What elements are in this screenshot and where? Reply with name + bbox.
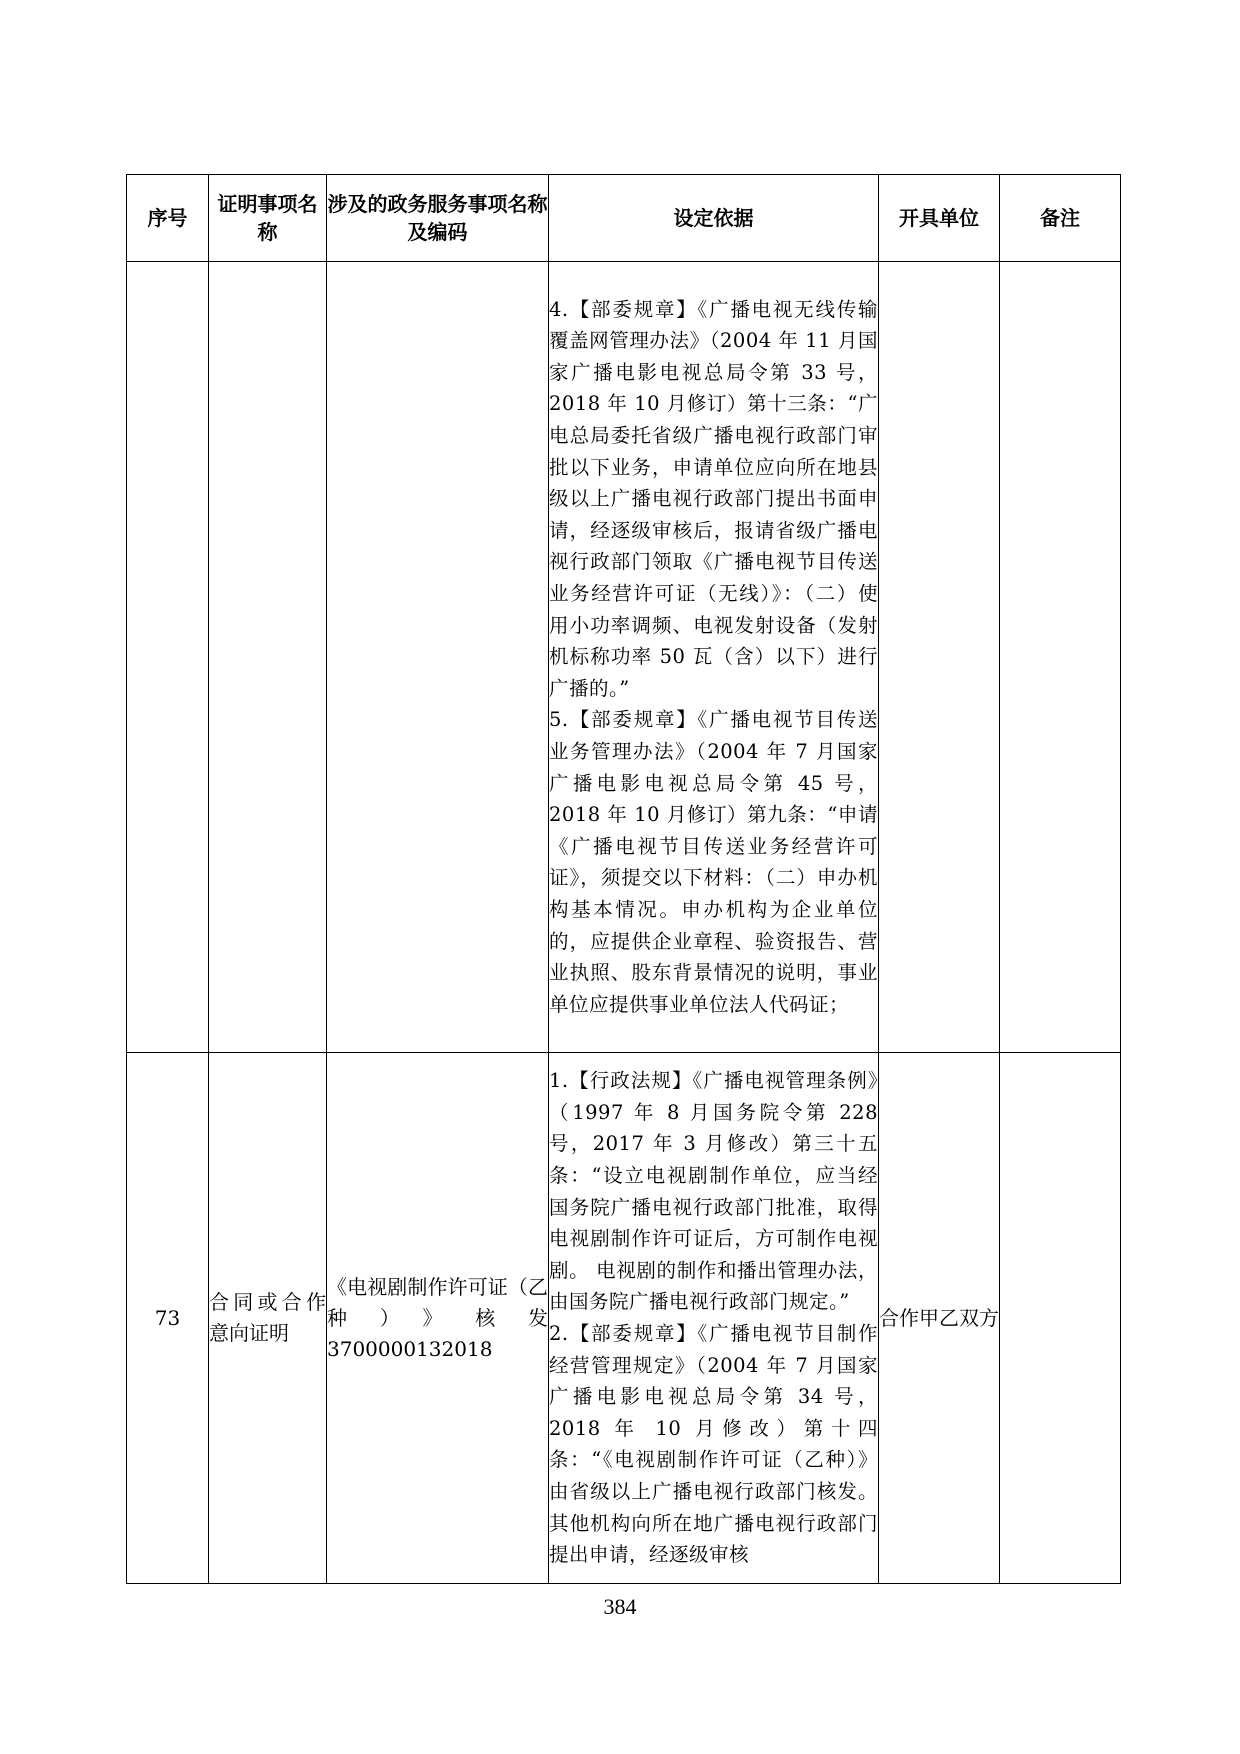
header-service-item: 涉及的政务服务事项名称及编码 [327, 175, 549, 262]
service-item-cell [327, 262, 549, 1053]
seq-cell [127, 262, 209, 1053]
issuer-cell [879, 262, 1000, 1053]
header-basis: 设定依据 [549, 175, 879, 262]
header-seq: 序号 [127, 175, 209, 262]
basis-cell [549, 1053, 879, 1584]
proof-name-cell [209, 262, 327, 1053]
remarks-cell [1000, 262, 1121, 1053]
proof-name-cell: 合同或合作意向证明 [209, 1053, 327, 1584]
proof-items-table [126, 174, 1121, 1584]
table-row [127, 262, 1121, 1053]
table-row [127, 1053, 1121, 1584]
basis-paragraph: 5.【部委规章】《广播电视节目传送业务管理办法》（2004 年 7 月国家广播电影电视总局令第 45 号，2018 年 10 月修订）第九条：“申请《广播电视节目传送业务经营许可证》，须提交以下材料：（二）申办机构基本情况。申办机构为企业单位的，应提供企业章程、验资报告、营业执照、股东背景情况的说明，事业单位应提供事业单位法人代码证； [549, 708, 878, 1016]
basis-paragraph: 1.【行政法规】《广播电视管理条例》（1997 年 8 月国务院令第 228 号，2017 年 3 月修改）第三十五条：“设立电视剧制作单位，应当经国务院广播电视行政部门批准，取得电视剧制作许可证后，方可制作电视剧。 电视剧的制作和播出管理办法，由国务院广播电视行政部门规定。” [549, 1069, 878, 1314]
header-remarks: 备注 [1000, 175, 1121, 262]
basis-paragraph: 2.【部委规章】《广播电视节目制作经营管理规定》（2004 年 7 月国家广播电影电视总局令第 34 号，2018 年 10 月修改）第十四条：“《电视剧制作许可证（乙种）》由省级以上广播电视行政部门核发。其他机构向所在地广播电视行政部门提出申请，经逐级审核 [549, 1322, 878, 1567]
page-number: 384 [603, 1594, 637, 1619]
header-proof-name: 证明事项名称 [209, 175, 327, 262]
issuer-cell: 合作甲乙双方 [879, 1053, 1000, 1584]
header-issuer: 开具单位 [879, 175, 1000, 262]
remarks-cell [1000, 1053, 1121, 1584]
basis-cell [549, 262, 879, 1053]
table-header-row [127, 175, 1121, 262]
seq-cell: 73 [127, 1053, 209, 1584]
basis-paragraph: 4.【部委规章】《广播电视无线传输覆盖网管理办法》（2004 年 11 月国家广播电影电视总局令第 33 号，2018 年 10 月修订）第十三条：“广电总局委托省级广播电视行政部门审批以下业务，申请单位应向所在地县级以上广播电视行政部门提出书面申请，经逐级审核后，报请省级广播电视行政部门领取《广播电视节目传送业务经营许可证（无线）》：（二）使用小功率调频、电视发射设备（发射机标称功率 50 瓦（含）以下）进行广播的。” [549, 297, 878, 700]
service-item-cell: 《电视剧制作许可证（乙种）》核发 3700000132018 [327, 1053, 549, 1584]
